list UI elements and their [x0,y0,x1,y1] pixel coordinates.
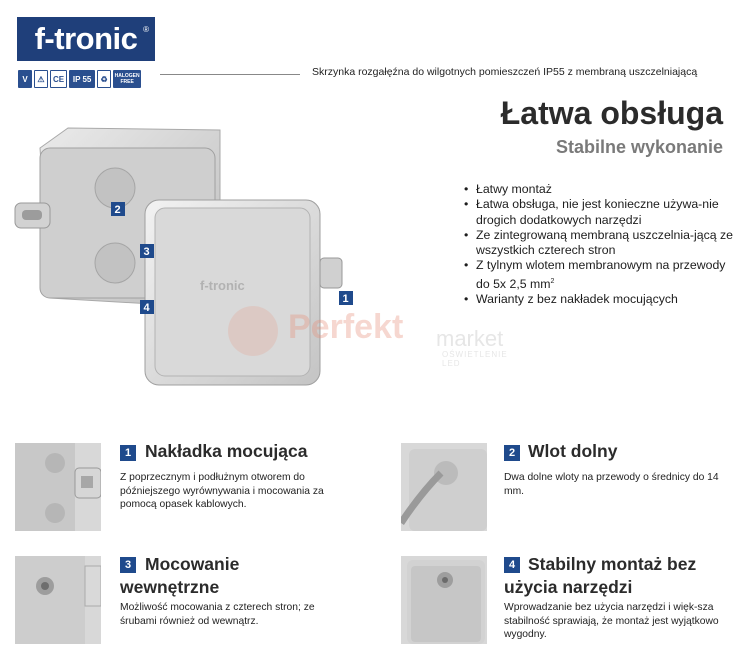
card-4-number: 4 [504,557,520,573]
recycle-icon: ♻ [97,70,111,88]
feature-item: • Z tylnym wlotem membranowym na przewody do 5x 2,5 $mm^2$ [464,258,734,292]
card-4-title-line1: Stabilny montaż bez [528,554,697,574]
product-tagline: Skrzynka rozgałęźna do wilgotnych pomieszczeń IP55 z membraną uszczelniającą [312,66,698,78]
card-3-image [15,556,101,644]
superscript: 2 [550,277,555,285]
card-4-image [401,556,487,644]
watermark-name: Perfekt [288,308,404,346]
card-2-title: Wlot dolny [528,441,618,461]
card-2-text: Dwa dolne wloty na przewody o średnicy do 14 mm. [504,472,719,497]
feature-list [464,182,734,307]
ip55-icon: IP 55 [69,70,95,88]
main-heading: Łatwa obsługa [500,95,723,131]
feature-item: • Łatwa obsługa, nie jest konieczne używa-nie drogich dodatkowych narzędzi [464,197,734,228]
callout-4-label: 4 [143,302,150,314]
card-3-number: 3 [120,557,136,573]
card-2-image [401,443,487,531]
card-3-title-line1: Mocowanie [145,554,240,574]
brand-logo [17,17,155,61]
feature-item: • Ze zintegrowaną membraną uszczelnia-jącą ze wszystkich czterech stron [464,228,734,259]
feature-item: • Łatwy montaż [464,182,734,197]
callout-2-label: 2 [114,204,121,216]
card-1-number: 1 [120,445,136,461]
card-1-image [15,443,101,531]
callout-1-label: 1 [342,293,349,305]
header-divider [160,74,300,75]
halogen-free-icon: HALOGEN FREE [113,70,141,88]
sub-heading: Stabilne wykonanie [555,137,723,157]
card-1-text: Z poprzecznym i podłużnym otworem do późniejszego wyrównywania i mocowania za pomocą opasek kablowych. [120,472,324,510]
card-4-title-line2: użycia narzędzi [504,577,633,597]
card-4-text: Wprowadzanie bez użycia narzędzi i więk-sza stabilność sprawiają, że montaż jest wyjątkowo wygodny. [504,602,719,640]
certification-icons [18,70,141,88]
warning-icon: ⚠ [34,70,48,88]
watermark-sub: OŚWIETLENIE LED [442,350,508,368]
watermark-logo-icon [228,306,278,356]
registered-mark: ® [143,25,149,34]
vde-icon: V [18,70,32,88]
card-2-number: 2 [504,445,520,461]
card-3-text: Możliwość mocowania z czterech stron; ze śrubami również od wewnątrz. [120,602,315,627]
watermark [228,306,528,366]
feature-item: • Warianty z bez nakładek mocujących [464,292,734,307]
card-1-title: Nakładka mocująca [145,441,308,461]
box-brand-label: f-tronic [200,278,245,293]
card-3-title-line2: wewnętrzne [120,577,220,597]
logo-text: f-tronic [34,21,138,56]
ce-mark-icon: CE [50,70,67,88]
callout-3-label: 3 [143,246,150,258]
watermark-suffix: market [436,326,504,351]
